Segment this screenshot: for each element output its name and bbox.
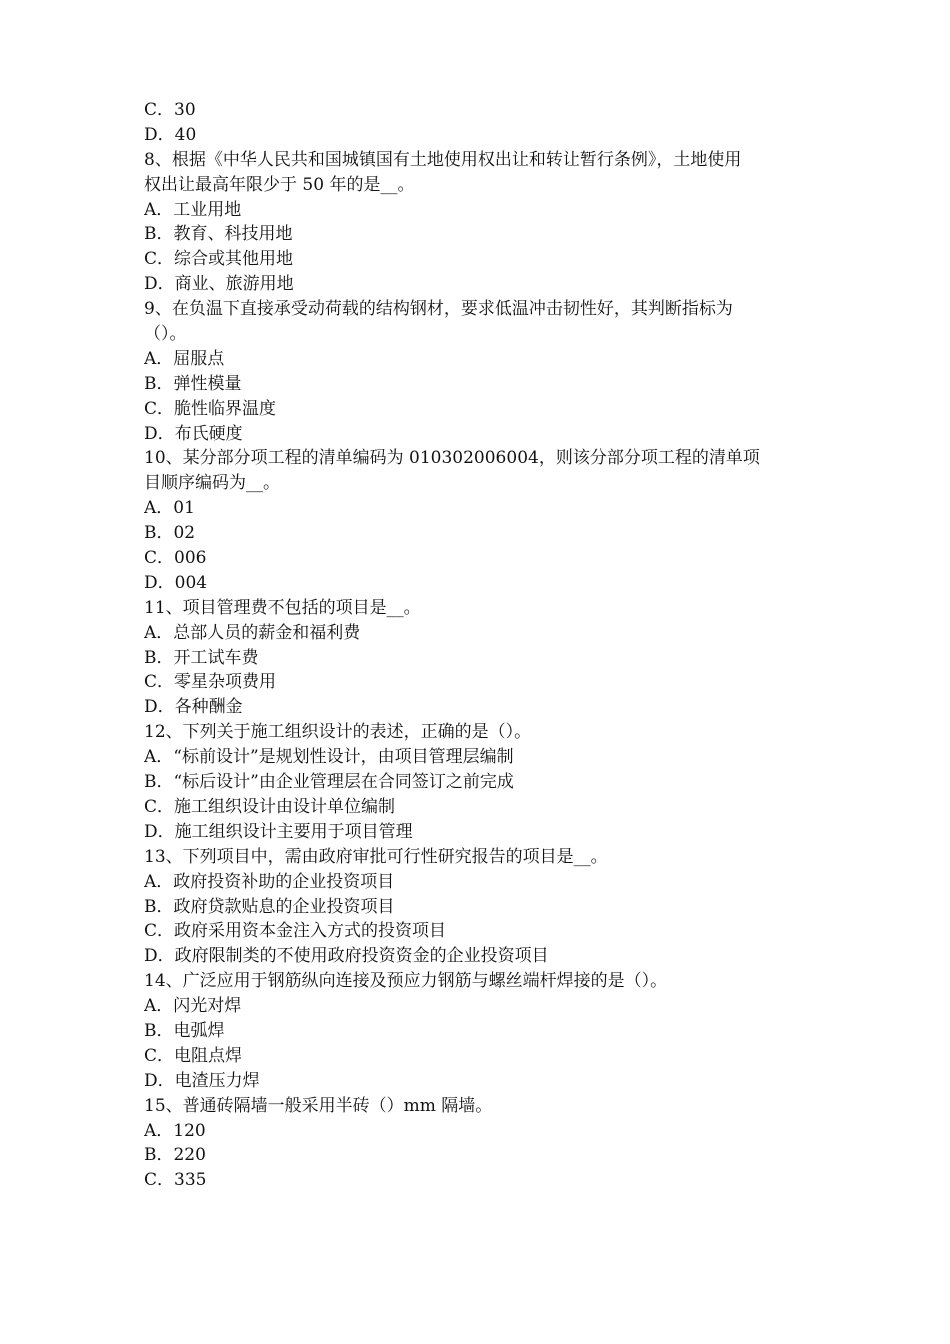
question-line: 11、项目管理费不包括的项目是__。 xyxy=(144,597,421,618)
option-line: D．40 xyxy=(144,124,197,145)
option-line: A．“标前设计”是规划性设计，由项目管理层编制 xyxy=(144,747,514,768)
option-line: C．施工组织设计由设计单位编制 xyxy=(144,796,396,817)
option-line: D．施工组织设计主要用于项目管理 xyxy=(144,821,413,842)
option-line: B．02 xyxy=(144,523,196,544)
question-line: 15、普通砖隔墙一般采用半砖（）mm 隔墙。 xyxy=(144,1095,493,1116)
question-line: 13、下列项目中，需由政府审批可行性研究报告的项目是__。 xyxy=(144,846,608,867)
option-line: C．电阻点焊 xyxy=(144,1045,243,1066)
option-line: C．30 xyxy=(144,100,196,120)
option-line: A．01 xyxy=(144,498,195,519)
question-line: 8、根据《中华人民共和国城镇国有土地使用权出让和转让暂行条例》，土地使用 xyxy=(144,149,742,170)
option-line: C．综合或其他用地 xyxy=(144,249,294,270)
option-line: B．“标后设计”由企业管理层在合同签订之前完成 xyxy=(144,772,514,793)
question-line: 10、某分部分项工程的清单编码为 010302006004，则该分部分项工程的清单项 xyxy=(144,448,760,469)
option-line: B．教育、科技用地 xyxy=(144,224,293,245)
option-line: B．开工试车费 xyxy=(144,647,259,668)
option-line: A．120 xyxy=(144,1120,206,1141)
question-line: 目顺序编码为__。 xyxy=(144,473,280,494)
option-line: B．220 xyxy=(144,1145,206,1166)
question-line: 权出让最高年限少于 50 年的是__。 xyxy=(144,174,415,195)
option-line: A．总部人员的薪金和福利费 xyxy=(144,622,361,643)
option-line: B．弹性模量 xyxy=(144,373,242,394)
option-line: C．脆性临界温度 xyxy=(144,398,277,419)
option-line: D．电渣压力焊 xyxy=(144,1070,260,1091)
option-line: A．闪光对焊 xyxy=(144,996,242,1017)
question-line: 9、在负温下直接承受动荷载的结构钢材，要求低温冲击韧性好，其判断指标为 xyxy=(144,299,733,320)
option-line: D．政府限制类的不使用政府投资资金的企业投资项目 xyxy=(144,946,549,967)
option-line: A．工业用地 xyxy=(144,199,242,220)
question-line: （）。 xyxy=(144,324,187,345)
option-line: A．政府投资补助的企业投资项目 xyxy=(144,871,395,892)
option-line: C．006 xyxy=(144,548,207,569)
option-line: C．335 xyxy=(144,1170,207,1191)
option-line: C．零星杂项费用 xyxy=(144,672,277,693)
option-line: A．屈服点 xyxy=(144,348,225,369)
option-line: D．商业、旅游用地 xyxy=(144,274,294,295)
option-line: B．电弧焊 xyxy=(144,1020,225,1041)
option-line: D．布氏硬度 xyxy=(144,423,243,444)
question-line: 14、广泛应用于钢筋纵向连接及预应力钢筋与螺丝端杆焊接的是（）。 xyxy=(144,971,668,992)
question-line: 12、下列关于施工组织设计的表述，正确的是（）。 xyxy=(144,722,532,743)
option-line: D．各种酬金 xyxy=(144,697,243,718)
document-body xyxy=(144,98,814,1193)
option-line: D．004 xyxy=(144,572,208,593)
option-line: B．政府贷款贴息的企业投资项目 xyxy=(144,896,395,917)
option-line: C．政府采用资本金注入方式的投资项目 xyxy=(144,921,447,942)
